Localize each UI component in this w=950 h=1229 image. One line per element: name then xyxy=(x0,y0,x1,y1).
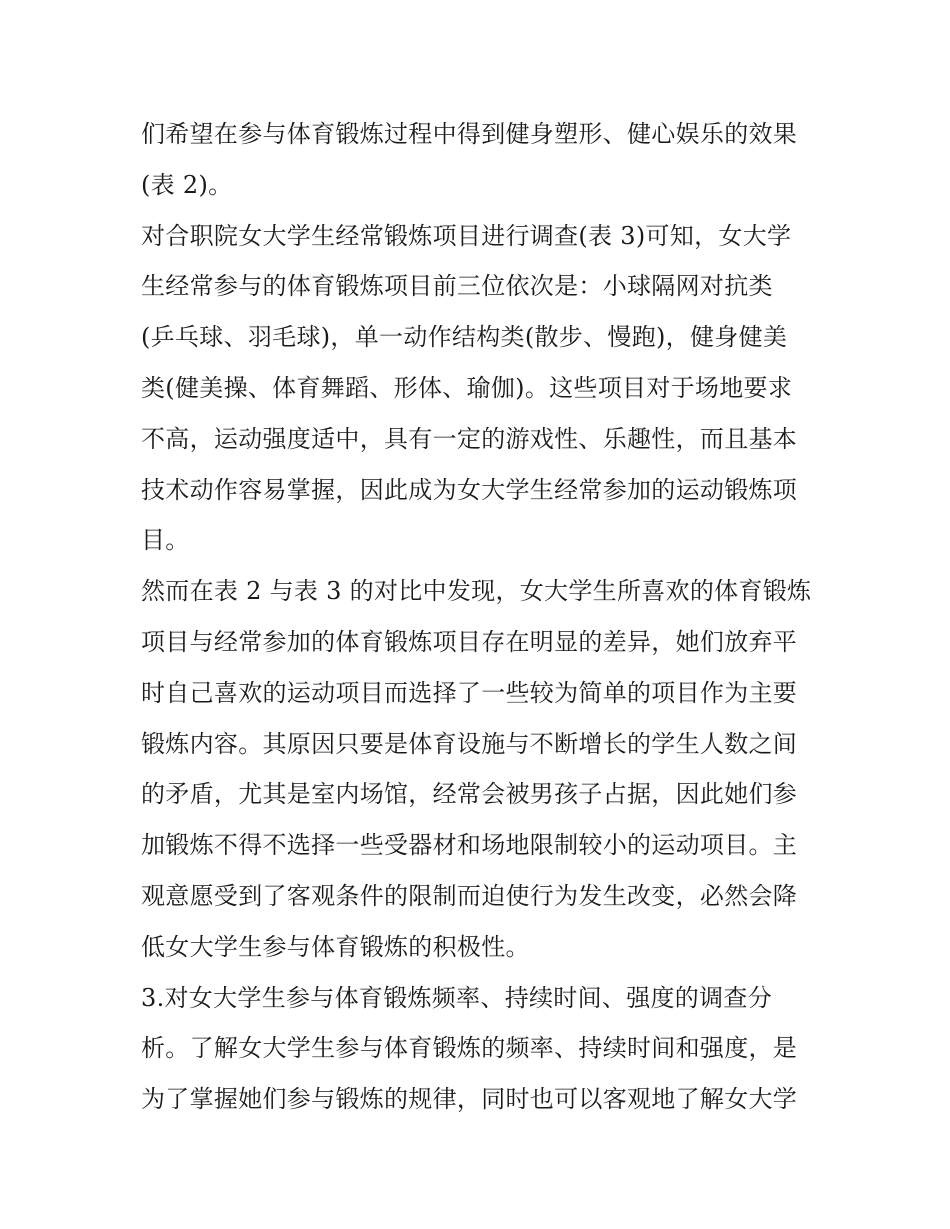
text-line: 加锻炼不得不选择一些受器材和场地限制较小的运动项目。主 xyxy=(141,831,798,860)
text-line: 3.对女大学生参与体育锻炼频率、持续时间、强度的调查分 xyxy=(141,983,772,1012)
text-line: 对合职院女大学生经常锻炼项目进行调查(表 3)可知，女大学 xyxy=(141,221,792,250)
text-line: 时自己喜欢的运动项目而选择了一些较为简单的项目作为主要 xyxy=(141,678,798,707)
text-line: 为了掌握她们参与锻炼的规律，同时也可以客观地了解女大学 xyxy=(141,1085,798,1114)
text-line: 然而在表 2 与表 3 的对比中发现，女大学生所喜欢的体育锻炼 xyxy=(141,577,812,606)
text-line: 们希望在参与体育锻炼过程中得到健身塑形、健心娱乐的效果 xyxy=(141,120,798,148)
text-line: 项目与经常参加的体育锻炼项目存在明显的差异，她们放弃平 xyxy=(141,627,798,656)
text-line: 析。了解女大学生参与体育锻炼的频率、持续时间和强度，是 xyxy=(141,1034,798,1063)
text-line: 不高，运动强度适中，具有一定的游戏性、乐趣性，而且基本 xyxy=(141,424,798,453)
text-line: 技术动作容易掌握，因此成为女大学生经常参加的运动锻炼项 xyxy=(141,475,798,504)
text-line: 观意愿受到了客观条件的限制而迫使行为发生改变，必然会降 xyxy=(141,881,798,910)
text-line: (乒乓球、羽毛球)，单一动作结构类(散步、慢跑)，健身健美 xyxy=(141,323,788,352)
text-line: 类(健美操、体育舞蹈、形体、瑜伽)。这些项目对于场地要求 xyxy=(141,373,793,402)
body-text xyxy=(141,109,821,1125)
text-line: (表 2)。 xyxy=(141,170,233,199)
text-line: 锻炼内容。其原因只要是体育设施与不断增长的学生人数之间 xyxy=(141,729,798,758)
text-line: 生经常参与的体育锻炼项目前三位依次是：小球隔网对抗类 xyxy=(141,272,773,301)
text-line: 低女大学生参与体育锻炼的积极性。 xyxy=(141,932,530,961)
text-line: 目。 xyxy=(141,526,190,555)
text-line: 的矛盾，尤其是室内场馆，经常会被男孩子占据，因此她们参 xyxy=(141,780,798,809)
